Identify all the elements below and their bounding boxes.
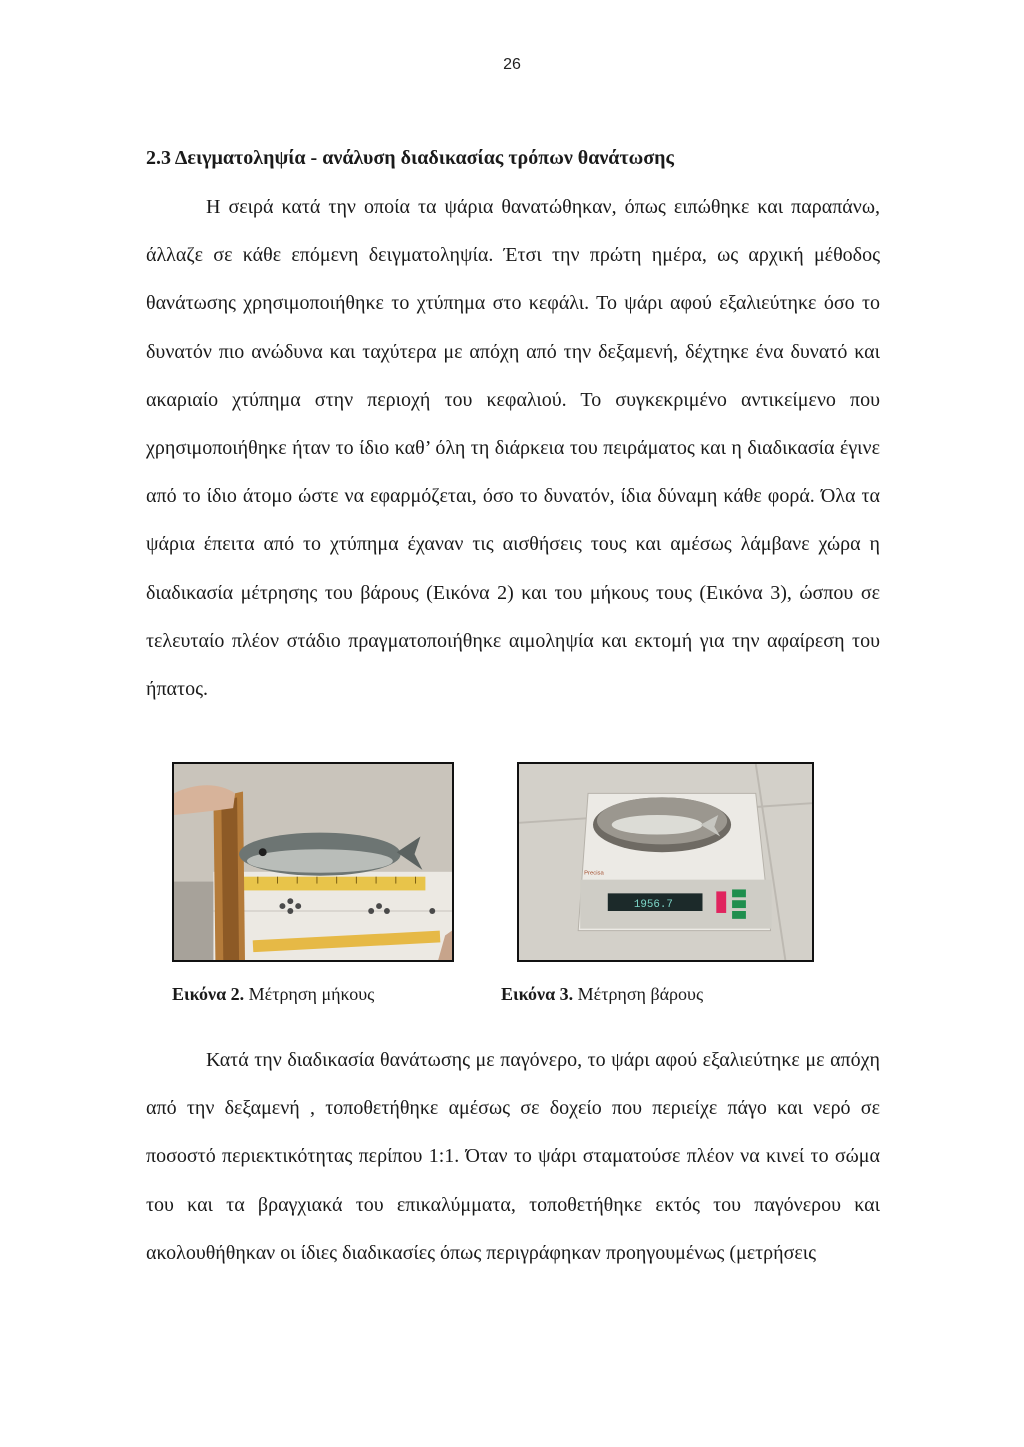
figure-caption-weight bbox=[501, 984, 703, 1005]
weight-measurement-photo bbox=[517, 762, 814, 962]
page-number: 26 bbox=[503, 56, 521, 73]
body-paragraph: Κατά την διαδικασία θανάτωσης με παγόνερο, το ψάρι αφού εξαλιεύτηκε με απόχη από την δεξαμενή , τοποθετήθηκε αμέσως σε δοχείο που περιείχε πάγο και νερό σε ποσοστό περιεκτικότητας περίπου 1:1. Όταν το ψάρι σταματούσε πλέον να κινεί το σώμα του και τα βραγχιακά του επικαλύμματα, τοποθετήθηκε εκτός του παγόνερου και ακολουθήθηκαν οι ίδιες διαδικασίες όπως περιγράφηκαν προηγουμένως (μετρήσεις bbox=[146, 1049, 880, 1264]
length-measurement-photo bbox=[172, 762, 454, 962]
scale-brand: Precisa bbox=[584, 870, 604, 877]
figure-label: Εικόνα 2. bbox=[172, 984, 245, 1004]
figure-caption-length bbox=[172, 984, 374, 1005]
scale-reading: 1956.7 bbox=[633, 899, 673, 912]
section-title: 2.3 Δειγματοληψία - ανάλυση διαδικασίας τρόπων θανάτωσης bbox=[146, 147, 674, 169]
fish-on-weighing-scale-icon bbox=[519, 764, 812, 960]
fish-on-measuring-board-icon bbox=[174, 764, 452, 960]
figure-caption-text: Μέτρηση μήκους bbox=[244, 984, 375, 1004]
figure-caption-text: Μέτρηση βάρους bbox=[573, 984, 704, 1004]
body-paragraph: Η σειρά κατά την οποία τα ψάρια θανατώθηκαν, όπως ειπώθηκε και παραπάνω, άλλαζε σε κάθε επόμενη δειγματοληψία. Έτσι την πρώτη ημέρα, ως αρχική μέθοδος θανάτωσης χρησιμοποιήθηκε το χτύπημα στο κεφάλι. Το ψάρι αφού εξαλιεύτηκε όσο το δυνατόν πιο ανώδυνα και ταχύτερα με απόχη από την δεξαμενή, δέχτηκε ένα δυνατό και ακαριαίο χτύπημα στην περιοχή του κεφαλιού. Το συγκεκριμένο αντικείμενο που χρησιμοποιήθηκε ήταν το ίδιο καθ’ όλη τη διάρκεια του πειράματος και η διαδικασία έγινε από το ίδιο άτομο ώστε να εφαρμόζεται, όσο το δυνατόν, ίδια δύναμη κάθε φορά. Όλα τα ψάρια έπειτα από το χτύπημα έχαναν τις αισθήσεις τους και αμέσως λάμβανε χώρα η διαδικασία μέτρησης του βάρους (Εικόνα 2) και του μήκους τους (Εικόνα 3), ώσπου σε τελευταίο πλέον στάδιο πραγματοποιήθηκε αιμοληψία και εκτομή για την αφαίρεση του ήπατος. bbox=[146, 196, 880, 701]
figure-label: Εικόνα 3. bbox=[501, 984, 574, 1004]
